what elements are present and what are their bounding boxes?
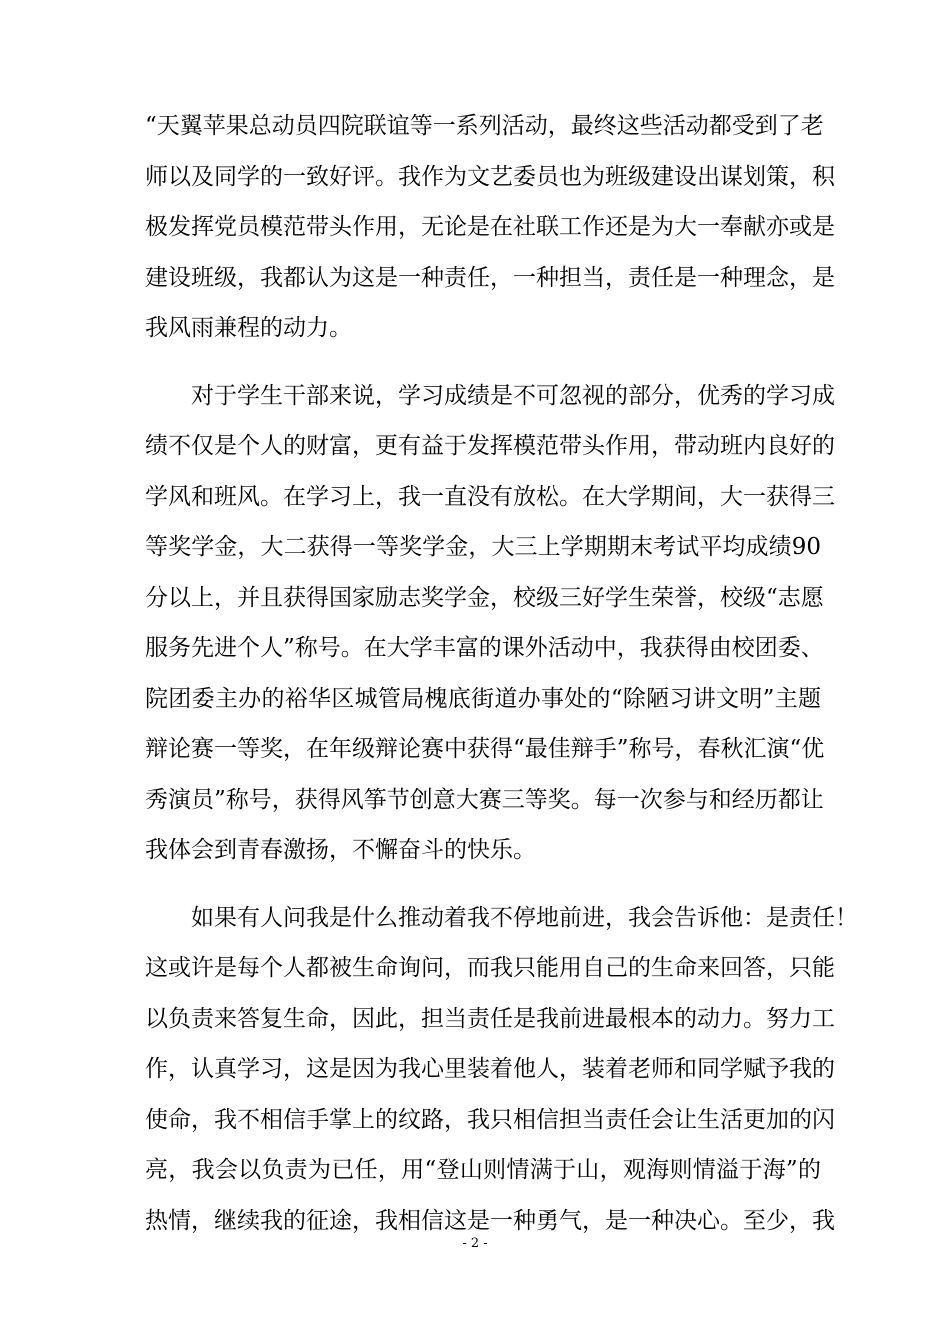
text-line: 作，认真学习，这是因为我心里装着他人，装着老师和同学赋予我的 [145, 1056, 835, 1082]
paragraph-spacer [145, 354, 821, 371]
text-line: 亮，我会以负责为已任，用“登山则情满于山，观海则情溢于海”的 [145, 1157, 821, 1183]
page-number: - 2 - [462, 1236, 488, 1251]
text-line: 绩不仅是个人的财富，更有益于发挥模范带头作用，带动班内良好的 [145, 433, 835, 459]
text-line: 辩论赛一等奖，在年级辩论赛中获得“最佳辩手”称号，春秋汇演“优 [145, 736, 825, 762]
text-line: 热情，继续我的征途，我相信这是一种勇气，是一种决心。至少，我 [145, 1207, 835, 1234]
text-line: 以负责来答复生命，因此，担当责任是我前进最根本的动力。努力工 [145, 1005, 835, 1032]
text-line: 极发挥党员模范带头作用，无论是在社联工作还是为大一奉献亦或是 [145, 214, 835, 240]
text-line: 等奖学金，大二获得一等奖学金，大三上学期期末考试平均成绩90 [145, 534, 821, 560]
text-line: 学风和班风。在学习上，我一直没有放松。在大学期间，大一获得三 [145, 483, 835, 510]
body-text [145, 101, 858, 1246]
text-line: 秀演员”称号，获得风筝节创意大赛三等奖。每一次参与和经历都让 [145, 786, 824, 813]
text-line: 院团委主办的裕华区城管局槐底街道办事处的“除陋习讲文明”主题 [145, 685, 821, 712]
text-line: 师以及同学的一致好评。我作为文艺委员也为班级建设出谋划策，积 [145, 163, 835, 190]
text-line: 我风雨兼程的动力。 [145, 315, 352, 341]
text-line: 建设班级，我都认为这是一种责任，一种担当，责任是一种理念，是 [145, 264, 835, 291]
paragraph-spacer [145, 876, 821, 893]
text-line: 对于学生干部来说，学习成绩是不可忽视的部分，优秀的学习成 [191, 382, 835, 409]
text-line: 分以上，并且获得国家励志奖学金，校级三好学生荣誉，校级“志愿 [145, 584, 824, 611]
text-line: 我体会到青春激扬，不懈奋斗的快乐。 [145, 837, 536, 863]
paragraph-1 [145, 101, 835, 354]
text-line: 使命，我不相信手掌上的纹路，我只相信担当责任会让生活更加的闪 [145, 1106, 835, 1133]
text-line: 如果有人问我是什么推动着我不停地前进，我会告诉他：是责任！ [191, 904, 858, 931]
text-line: 这或许是每个人都被生命询问，而我只能用自己的生命来回答，只能 [145, 955, 835, 981]
text-line: 服务先进个人”称号。在大学丰富的课外活动中，我获得由校团委、 [145, 635, 824, 661]
text-line: “天翼苹果总动员四院联谊等一系列活动，最终这些活动都受到了老 [145, 113, 824, 139]
paragraph-2 [145, 371, 835, 876]
paragraph-3 [145, 893, 858, 1247]
